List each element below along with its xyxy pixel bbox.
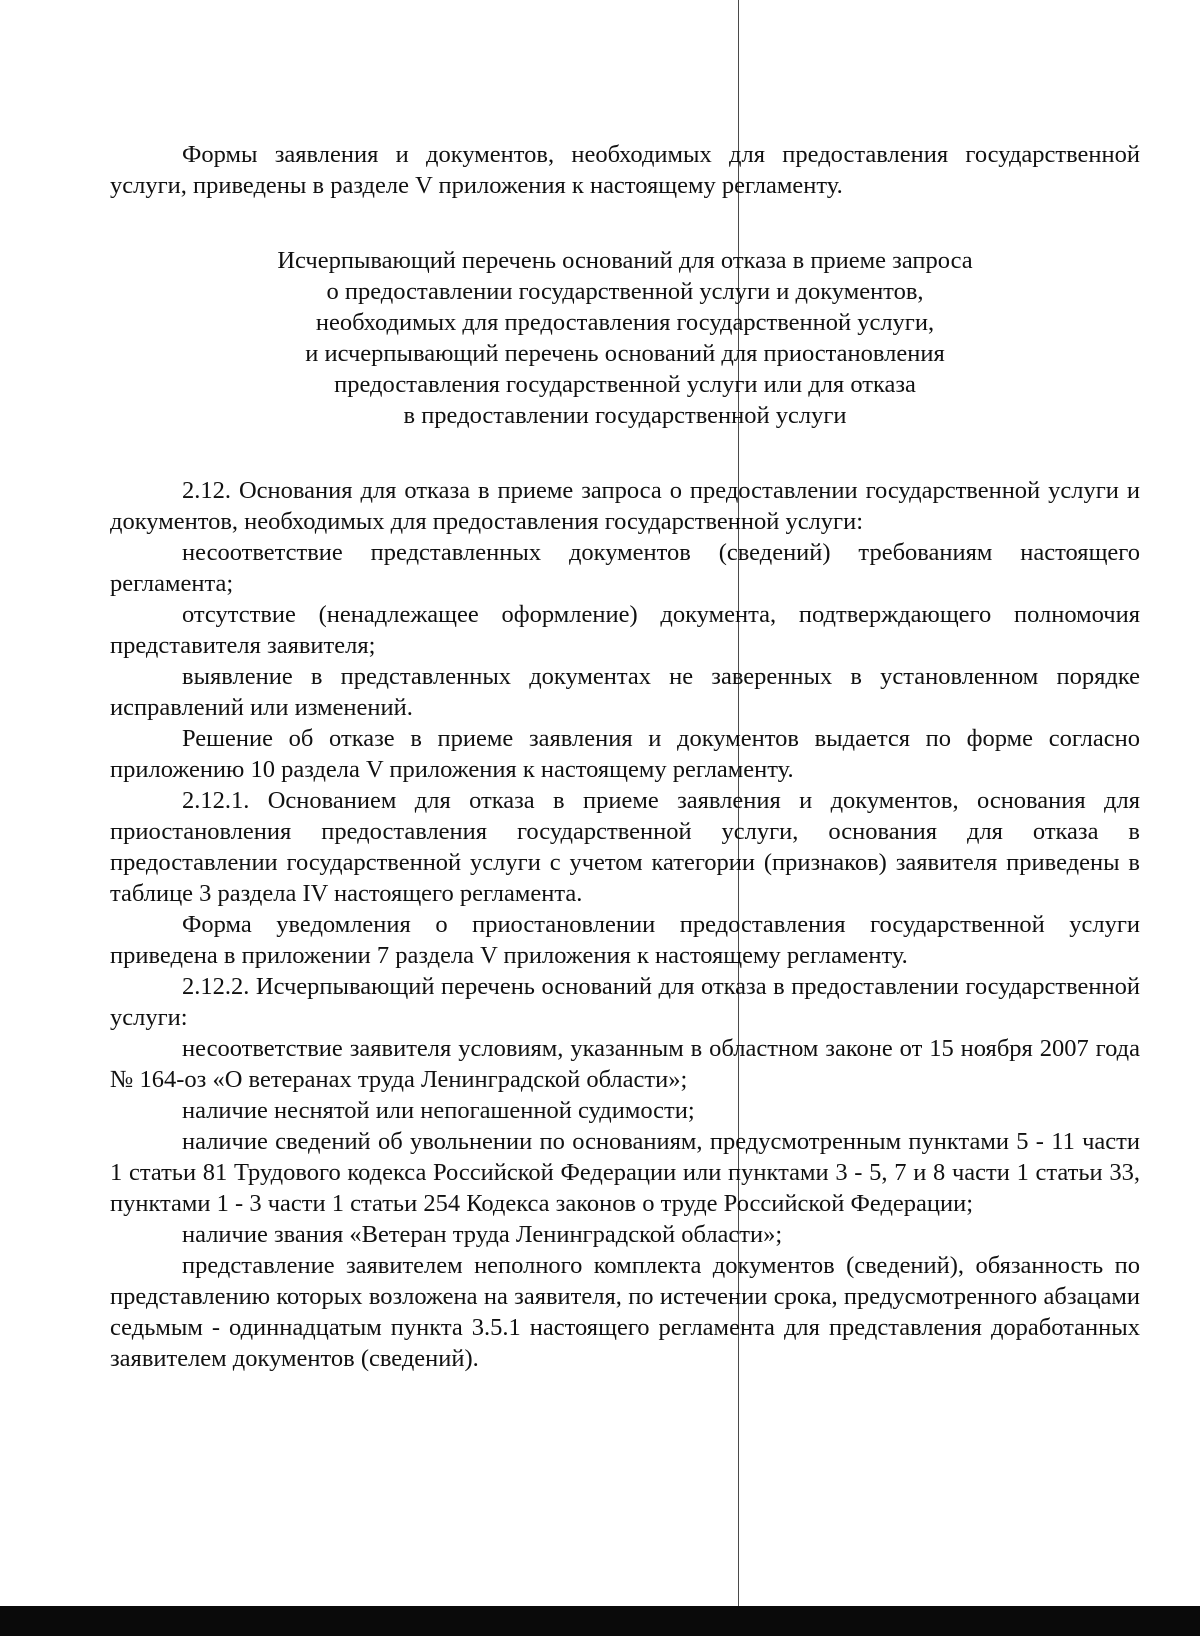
document-body bbox=[110, 139, 1140, 1374]
refusal-decision-paragraph: Решение об отказе в приеме заявления и документов выдается по форме согласно приложению 10 раздела V приложения к настоящему регламенту. bbox=[110, 725, 1140, 783]
list-item: наличие звания «Ветеран труда Ленинградской области»; bbox=[182, 1221, 783, 1248]
intro-paragraph: Формы заявления и документов, необходимых для предоставления государственной услуги, приведены в разделе V приложения к настоящему регламенту. bbox=[110, 141, 1140, 199]
list-item: представление заявителем неполного комплекта документов (сведений), обязанность по представлению которых возложена на заявителя, по истечении срока, предусмотренного абзацами седьмым - одиннадцатым пункта 3.5.1 настоящего регламента для представления доработанных заявителем документов (сведений). bbox=[110, 1252, 1140, 1372]
heading-line: предоставления государственной услуги или для отказа bbox=[334, 371, 916, 398]
heading-line: Исчерпывающий перечень оснований для отказа в приеме запроса bbox=[277, 247, 973, 274]
clause-2-12-1: 2.12.1. Основанием для отказа в приеме заявления и документов, основания для приостановления предоставления государственной услуги, основания для отказа в предоставлении государственной услуги с учетом категории (признаков) заявителя приведены в таблице 3 раздела IV настоящего регламента. bbox=[110, 787, 1140, 907]
list-item: наличие сведений об увольнении по основаниям, предусмотренным пунктами 5 - 11 части 1 статьи 81 Трудового кодекса Российской Федерации или пунктами 3 - 5, 7 и 8 части 1 статьи 33, пунктами 1 - 3 части 1 статьи 254 Кодекса законов о труде Российской Федерации; bbox=[110, 1128, 1140, 1217]
list-item: наличие неснятой или непогашенной судимости; bbox=[182, 1097, 695, 1124]
heading-line: о предоставлении государственной услуги и документов, bbox=[326, 278, 924, 305]
suspension-notice-paragraph: Форма уведомления о приостановлении предоставления государственной услуги приведена в приложении 7 раздела V приложения к настоящему регламенту. bbox=[110, 911, 1140, 969]
heading-line: необходимых для предоставления государственной услуги, bbox=[315, 309, 935, 336]
list-item: несоответствие представленных документов (сведений) требованиям настоящего регламента; bbox=[110, 539, 1140, 597]
list-item: отсутствие (ненадлежащее оформление) документа, подтверждающего полномочия представителя заявителя; bbox=[110, 601, 1140, 659]
list-item: несоответствие заявителя условиям, указанным в областном законе от 15 ноября 2007 года № 164-оз «О ветеранах труда Ленинградской области»; bbox=[110, 1035, 1140, 1093]
clause-2-12-2: 2.12.2. Исчерпывающий перечень оснований для отказа в предоставлении государственной услуги: bbox=[110, 973, 1140, 1031]
section-heading bbox=[110, 245, 1140, 431]
scan-bottom-edge bbox=[0, 1606, 1200, 1636]
heading-line: в предоставлении государственной услуги bbox=[403, 402, 847, 429]
clause-2-12: 2.12. Основания для отказа в приеме запроса о предоставлении государственной услуги и документов, необходимых для предоставления государственной услуги: bbox=[110, 477, 1140, 535]
list-item: выявление в представленных документах не заверенных в установленном порядке исправлений или изменений. bbox=[110, 663, 1140, 721]
heading-line: и исчерпывающий перечень оснований для приостановления bbox=[305, 340, 945, 367]
